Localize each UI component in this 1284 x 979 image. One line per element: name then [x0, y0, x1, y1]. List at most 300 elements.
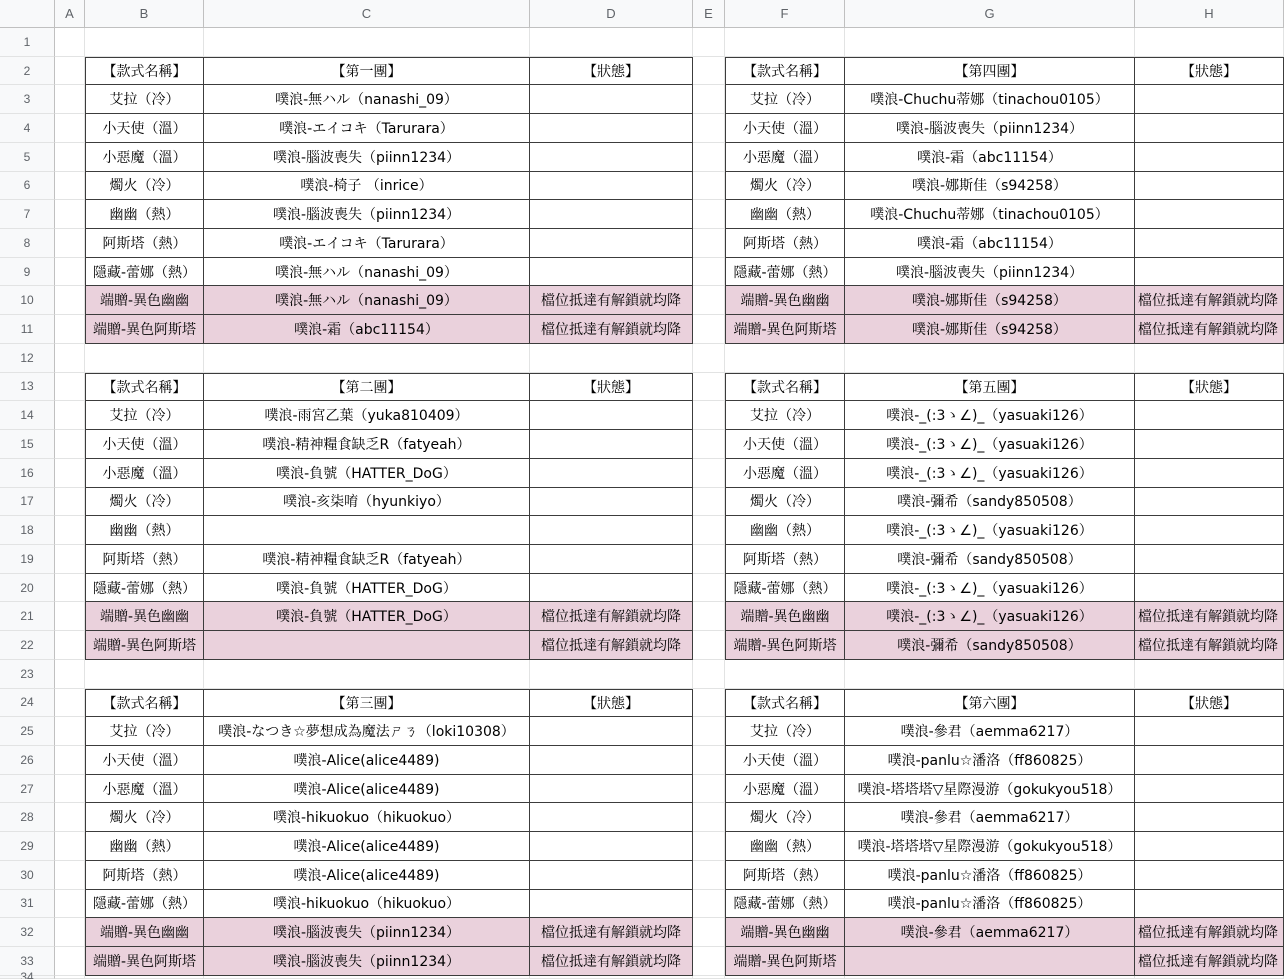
buyer-cell[interactable]: 噗浪-Alice(alice4489): [204, 775, 530, 804]
column-header-h[interactable]: H: [1135, 0, 1284, 28]
row-header-2[interactable]: 2: [0, 57, 55, 86]
style-name-cell[interactable]: 隱藏-蕾娜（熱）: [725, 890, 845, 919]
grid-cell[interactable]: [55, 775, 85, 804]
status-cell[interactable]: [1135, 516, 1284, 545]
grid-cell[interactable]: [693, 114, 725, 143]
grid-cell[interactable]: [55, 832, 85, 861]
grid-cell[interactable]: [725, 344, 845, 373]
status-cell[interactable]: 檔位抵達有解鎖就均降: [1135, 286, 1284, 315]
buyer-cell[interactable]: 噗浪-Chuchu蒂娜（tinachou0105）: [845, 200, 1135, 229]
grid-cell[interactable]: [55, 229, 85, 258]
grid-cell[interactable]: [55, 516, 85, 545]
buyer-cell[interactable]: 噗浪-_(:3ゝ∠)_（yasuaki126）: [845, 459, 1135, 488]
style-name-cell[interactable]: 端贈-異色幽幽: [85, 918, 204, 947]
buyer-cell[interactable]: 噗浪-負號（HATTER_DoG）: [204, 602, 530, 631]
grid-cell[interactable]: [55, 373, 85, 402]
grid-cell[interactable]: [55, 57, 85, 86]
style-name-cell[interactable]: 小天使（溫）: [725, 430, 845, 459]
buyer-cell[interactable]: 噗浪-負號（HATTER_DoG）: [204, 459, 530, 488]
grid-cell[interactable]: [693, 918, 725, 947]
grid-cell[interactable]: [55, 602, 85, 631]
buyer-cell[interactable]: 噗浪-精神糧食缺乏R（fatyeah）: [204, 430, 530, 459]
style-name-cell[interactable]: 幽幽（熱）: [85, 832, 204, 861]
grid-cell[interactable]: [85, 976, 204, 979]
status-cell[interactable]: [530, 85, 693, 114]
style-name-cell[interactable]: 隱藏-蕾娜（熱）: [725, 258, 845, 287]
style-name-cell[interactable]: 端贈-異色幽幽: [725, 602, 845, 631]
status-cell[interactable]: [530, 172, 693, 201]
buyer-cell[interactable]: 噗浪-_(:3ゝ∠)_（yasuaki126）: [845, 516, 1135, 545]
buyer-cell[interactable]: 噗浪-精神糧食缺乏R（fatyeah）: [204, 545, 530, 574]
grid-cell[interactable]: [1135, 976, 1284, 979]
status-cell[interactable]: [530, 775, 693, 804]
style-name-cell[interactable]: 幽幽（熱）: [85, 200, 204, 229]
grid-cell[interactable]: [1135, 28, 1284, 57]
table-header-cell[interactable]: 【款式名稱】: [85, 689, 204, 718]
buyer-cell[interactable]: 噗浪-塔塔塔▽星際漫游（gokukyou518）: [845, 832, 1135, 861]
buyer-cell[interactable]: 噗浪-Alice(alice4489): [204, 861, 530, 890]
style-name-cell[interactable]: 端贈-異色阿斯塔: [725, 631, 845, 660]
table-header-cell[interactable]: 【第二團】: [204, 373, 530, 402]
row-header-20[interactable]: 20: [0, 574, 55, 603]
grid-cell[interactable]: [55, 85, 85, 114]
grid-cell[interactable]: [55, 401, 85, 430]
style-name-cell[interactable]: 小天使（溫）: [85, 430, 204, 459]
grid-cell[interactable]: [693, 803, 725, 832]
grid-cell[interactable]: [693, 430, 725, 459]
row-header-25[interactable]: 25: [0, 717, 55, 746]
row-header-22[interactable]: 22: [0, 631, 55, 660]
grid-cell[interactable]: [55, 574, 85, 603]
style-name-cell[interactable]: 小天使（溫）: [85, 746, 204, 775]
status-cell[interactable]: [530, 746, 693, 775]
row-header-5[interactable]: 5: [0, 143, 55, 172]
status-cell[interactable]: [1135, 717, 1284, 746]
buyer-cell[interactable]: 噗浪-panlu☆潘洛（ff860825）: [845, 746, 1135, 775]
grid-cell[interactable]: [693, 459, 725, 488]
row-header-10[interactable]: 10: [0, 286, 55, 315]
grid-cell[interactable]: [693, 315, 725, 344]
status-cell[interactable]: 檔位抵達有解鎖就均降: [530, 286, 693, 315]
grid-cell[interactable]: [693, 344, 725, 373]
style-name-cell[interactable]: 端贈-異色幽幽: [725, 918, 845, 947]
grid-cell[interactable]: [55, 344, 85, 373]
select-all-corner[interactable]: [0, 0, 55, 28]
status-cell[interactable]: 檔位抵達有解鎖就均降: [530, 947, 693, 976]
grid-cell[interactable]: [693, 746, 725, 775]
status-cell[interactable]: 檔位抵達有解鎖就均降: [530, 631, 693, 660]
status-cell[interactable]: [1135, 114, 1284, 143]
column-header-b[interactable]: B: [85, 0, 204, 28]
table-header-cell[interactable]: 【第一團】: [204, 57, 530, 86]
table-header-cell[interactable]: 【款式名稱】: [725, 57, 845, 86]
grid-cell[interactable]: [693, 172, 725, 201]
style-name-cell[interactable]: 阿斯塔（熱）: [85, 861, 204, 890]
buyer-cell[interactable]: 噗浪-參君（aemma6217）: [845, 717, 1135, 746]
table-header-cell[interactable]: 【狀態】: [1135, 689, 1284, 718]
buyer-cell[interactable]: 噗浪-參君（aemma6217）: [845, 803, 1135, 832]
row-header-34[interactable]: [0, 976, 55, 979]
row-header-27[interactable]: 27: [0, 775, 55, 804]
status-cell[interactable]: [530, 114, 693, 143]
style-name-cell[interactable]: 小惡魔（溫）: [725, 143, 845, 172]
row-header-18[interactable]: 18: [0, 516, 55, 545]
grid-cell[interactable]: [55, 28, 85, 57]
row-header-4[interactable]: 4: [0, 114, 55, 143]
style-name-cell[interactable]: 隱藏-蕾娜（熱）: [85, 258, 204, 287]
grid-cell[interactable]: [693, 57, 725, 86]
style-name-cell[interactable]: 燭火（冷）: [85, 172, 204, 201]
status-cell[interactable]: [530, 143, 693, 172]
grid-cell[interactable]: [693, 775, 725, 804]
buyer-cell[interactable]: 噗浪-椅子 （inrice）: [204, 172, 530, 201]
grid-cell[interactable]: [693, 258, 725, 287]
status-cell[interactable]: [530, 200, 693, 229]
grid-cell[interactable]: [85, 28, 204, 57]
style-name-cell[interactable]: 燭火（冷）: [725, 172, 845, 201]
grid-cell[interactable]: [845, 660, 1135, 689]
style-name-cell[interactable]: 燭火（冷）: [725, 488, 845, 517]
style-name-cell[interactable]: 端贈-異色幽幽: [85, 286, 204, 315]
table-header-cell[interactable]: 【第五團】: [845, 373, 1135, 402]
row-header-26[interactable]: 26: [0, 746, 55, 775]
buyer-cell[interactable]: 噗浪-塔塔塔▽星際漫游（gokukyou518）: [845, 775, 1135, 804]
grid-cell[interactable]: [55, 315, 85, 344]
table-header-cell[interactable]: 【第三團】: [204, 689, 530, 718]
row-header-24[interactable]: 24: [0, 689, 55, 718]
style-name-cell[interactable]: 幽幽（熱）: [85, 516, 204, 545]
row-header-11[interactable]: 11: [0, 315, 55, 344]
style-name-cell[interactable]: 小惡魔（溫）: [85, 459, 204, 488]
status-cell[interactable]: [1135, 890, 1284, 919]
grid-cell[interactable]: [55, 286, 85, 315]
style-name-cell[interactable]: 阿斯塔（熱）: [85, 545, 204, 574]
buyer-cell[interactable]: 噗浪-腦波喪失（piinn1234）: [845, 114, 1135, 143]
status-cell[interactable]: [1135, 85, 1284, 114]
buyer-cell[interactable]: 噗浪-_(:3ゝ∠)_（yasuaki126）: [845, 401, 1135, 430]
grid-cell[interactable]: [693, 401, 725, 430]
grid-cell[interactable]: [55, 200, 85, 229]
row-header-8[interactable]: 8: [0, 229, 55, 258]
grid-cell[interactable]: [85, 660, 204, 689]
status-cell[interactable]: 檔位抵達有解鎖就均降: [1135, 631, 1284, 660]
style-name-cell[interactable]: 艾拉（冷）: [85, 717, 204, 746]
style-name-cell[interactable]: 艾拉（冷）: [725, 401, 845, 430]
style-name-cell[interactable]: 端贈-異色阿斯塔: [85, 631, 204, 660]
grid-cell[interactable]: [693, 200, 725, 229]
buyer-cell[interactable]: 噗浪-panlu☆潘洛（ff860825）: [845, 890, 1135, 919]
grid-cell[interactable]: [530, 28, 693, 57]
buyer-cell[interactable]: 噗浪-無ハル（nanashi_09）: [204, 258, 530, 287]
status-cell[interactable]: 檔位抵達有解鎖就均降: [530, 315, 693, 344]
buyer-cell[interactable]: 噗浪-Alice(alice4489): [204, 746, 530, 775]
style-name-cell[interactable]: 小天使（溫）: [725, 746, 845, 775]
style-name-cell[interactable]: 小惡魔（溫）: [725, 459, 845, 488]
row-header-32[interactable]: 32: [0, 918, 55, 947]
status-cell[interactable]: [1135, 803, 1284, 832]
status-cell[interactable]: [1135, 401, 1284, 430]
status-cell[interactable]: [530, 574, 693, 603]
style-name-cell[interactable]: 幽幽（熱）: [725, 200, 845, 229]
grid-cell[interactable]: [55, 114, 85, 143]
status-cell[interactable]: [1135, 143, 1284, 172]
buyer-cell[interactable]: 噗浪-エイコキ（Tarurara）: [204, 114, 530, 143]
grid-cell[interactable]: [85, 344, 204, 373]
buyer-cell[interactable]: 噗浪-腦波喪失（piinn1234）: [204, 143, 530, 172]
grid-cell[interactable]: [204, 660, 530, 689]
status-cell[interactable]: [530, 229, 693, 258]
grid-cell[interactable]: [204, 344, 530, 373]
style-name-cell[interactable]: 小惡魔（溫）: [85, 143, 204, 172]
buyer-cell[interactable]: 噗浪-Alice(alice4489): [204, 832, 530, 861]
grid-cell[interactable]: [55, 746, 85, 775]
buyer-cell[interactable]: 噗浪-彌希（sandy850508）: [845, 631, 1135, 660]
status-cell[interactable]: [530, 717, 693, 746]
grid-cell[interactable]: [725, 976, 845, 979]
row-header-17[interactable]: 17: [0, 488, 55, 517]
buyer-cell[interactable]: 噗浪-霜（abc11154）: [204, 315, 530, 344]
buyer-cell[interactable]: 噗浪-hikuokuo（hikuokuo）: [204, 803, 530, 832]
buyer-cell[interactable]: 噗浪-彌希（sandy850508）: [845, 488, 1135, 517]
buyer-cell[interactable]: 噗浪-_(:3ゝ∠)_（yasuaki126）: [845, 602, 1135, 631]
style-name-cell[interactable]: 端贈-異色阿斯塔: [85, 315, 204, 344]
status-cell[interactable]: 檔位抵達有解鎖就均降: [1135, 947, 1284, 976]
style-name-cell[interactable]: 艾拉（冷）: [85, 401, 204, 430]
status-cell[interactable]: [1135, 574, 1284, 603]
style-name-cell[interactable]: 端贈-異色幽幽: [725, 286, 845, 315]
row-header-7[interactable]: 7: [0, 200, 55, 229]
grid-cell[interactable]: [55, 488, 85, 517]
row-header-30[interactable]: 30: [0, 861, 55, 890]
status-cell[interactable]: 檔位抵達有解鎖就均降: [530, 918, 693, 947]
grid-cell[interactable]: [725, 28, 845, 57]
grid-cell[interactable]: [693, 574, 725, 603]
style-name-cell[interactable]: 端贈-異色阿斯塔: [725, 315, 845, 344]
buyer-cell[interactable]: 噗浪-霜（abc11154）: [845, 143, 1135, 172]
row-header-6[interactable]: 6: [0, 172, 55, 201]
status-cell[interactable]: 檔位抵達有解鎖就均降: [1135, 602, 1284, 631]
status-cell[interactable]: [1135, 172, 1284, 201]
style-name-cell[interactable]: 隱藏-蕾娜（熱）: [85, 890, 204, 919]
table-header-cell[interactable]: 【款式名稱】: [725, 373, 845, 402]
row-header-16[interactable]: 16: [0, 459, 55, 488]
column-header-f[interactable]: F: [725, 0, 845, 28]
status-cell[interactable]: [530, 459, 693, 488]
grid-cell[interactable]: [693, 717, 725, 746]
table-header-cell[interactable]: 【狀態】: [530, 689, 693, 718]
grid-cell[interactable]: [55, 172, 85, 201]
style-name-cell[interactable]: 端贈-異色阿斯塔: [725, 947, 845, 976]
grid-cell[interactable]: [693, 890, 725, 919]
style-name-cell[interactable]: 幽幽（熱）: [725, 516, 845, 545]
table-header-cell[interactable]: 【狀態】: [1135, 373, 1284, 402]
buyer-cell[interactable]: 噗浪-雨宮乙葉（yuka810409）: [204, 401, 530, 430]
status-cell[interactable]: [1135, 746, 1284, 775]
style-name-cell[interactable]: 小惡魔（溫）: [725, 775, 845, 804]
grid-cell[interactable]: [725, 660, 845, 689]
grid-cell[interactable]: [530, 344, 693, 373]
buyer-cell[interactable]: 噗浪-hikuokuo（hikuokuo）: [204, 890, 530, 919]
grid-cell[interactable]: [693, 488, 725, 517]
style-name-cell[interactable]: 艾拉（冷）: [85, 85, 204, 114]
grid-cell[interactable]: [1135, 660, 1284, 689]
grid-cell[interactable]: [693, 660, 725, 689]
buyer-cell[interactable]: 噗浪-彌希（sandy850508）: [845, 545, 1135, 574]
style-name-cell[interactable]: 艾拉（冷）: [725, 85, 845, 114]
grid-cell[interactable]: [693, 516, 725, 545]
status-cell[interactable]: [530, 890, 693, 919]
row-header-19[interactable]: 19: [0, 545, 55, 574]
status-cell[interactable]: [1135, 775, 1284, 804]
buyer-cell[interactable]: 噗浪-無ハル（nanashi_09）: [204, 286, 530, 315]
grid-cell[interactable]: [693, 85, 725, 114]
buyer-cell[interactable]: [204, 631, 530, 660]
row-header-9[interactable]: 9: [0, 258, 55, 287]
table-header-cell[interactable]: 【款式名稱】: [725, 689, 845, 718]
style-name-cell[interactable]: 幽幽（熱）: [725, 832, 845, 861]
grid-cell[interactable]: [55, 918, 85, 947]
grid-cell[interactable]: [693, 631, 725, 660]
grid-cell[interactable]: [693, 28, 725, 57]
grid-cell[interactable]: [693, 689, 725, 718]
status-cell[interactable]: [1135, 258, 1284, 287]
status-cell[interactable]: [530, 803, 693, 832]
column-header-a[interactable]: A: [55, 0, 85, 28]
grid-cell[interactable]: [55, 976, 85, 979]
status-cell[interactable]: 檔位抵達有解鎖就均降: [1135, 918, 1284, 947]
style-name-cell[interactable]: 燭火（冷）: [725, 803, 845, 832]
row-header-23[interactable]: 23: [0, 660, 55, 689]
buyer-cell[interactable]: 噗浪-無ハル（nanashi_09）: [204, 85, 530, 114]
grid-cell[interactable]: [55, 430, 85, 459]
table-header-cell[interactable]: 【款式名稱】: [85, 373, 204, 402]
status-cell[interactable]: [1135, 832, 1284, 861]
status-cell[interactable]: 檔位抵達有解鎖就均降: [1135, 315, 1284, 344]
row-header-13[interactable]: 13: [0, 373, 55, 402]
grid-cell[interactable]: [55, 660, 85, 689]
status-cell[interactable]: [1135, 861, 1284, 890]
buyer-cell[interactable]: 噗浪-Chuchu蒂娜（tinachou0105）: [845, 85, 1135, 114]
style-name-cell[interactable]: 小天使（溫）: [725, 114, 845, 143]
column-header-g[interactable]: G: [845, 0, 1135, 28]
status-cell[interactable]: [530, 401, 693, 430]
buyer-cell[interactable]: 噗浪-エイコキ（Tarurara）: [204, 229, 530, 258]
style-name-cell[interactable]: 端贈-異色幽幽: [85, 602, 204, 631]
style-name-cell[interactable]: 艾拉（冷）: [725, 717, 845, 746]
status-cell[interactable]: [530, 861, 693, 890]
buyer-cell[interactable]: 噗浪-娜斯佳（s94258）: [845, 172, 1135, 201]
buyer-cell[interactable]: 噗浪-_(:3ゝ∠)_（yasuaki126）: [845, 574, 1135, 603]
status-cell[interactable]: [1135, 430, 1284, 459]
grid-cell[interactable]: [55, 861, 85, 890]
row-header-14[interactable]: 14: [0, 401, 55, 430]
buyer-cell[interactable]: 噗浪-霜（abc11154）: [845, 229, 1135, 258]
table-header-cell[interactable]: 【第四團】: [845, 57, 1135, 86]
grid-cell[interactable]: [693, 373, 725, 402]
buyer-cell[interactable]: 噗浪-腦波喪失（piinn1234）: [204, 947, 530, 976]
grid-cell[interactable]: [204, 976, 530, 979]
grid-cell[interactable]: [204, 28, 530, 57]
grid-cell[interactable]: [693, 976, 725, 979]
buyer-cell[interactable]: 噗浪-腦波喪失（piinn1234）: [204, 200, 530, 229]
row-header-31[interactable]: 31: [0, 890, 55, 919]
grid-cell[interactable]: [55, 890, 85, 919]
column-header-d[interactable]: D: [530, 0, 693, 28]
buyer-cell[interactable]: 噗浪-腦波喪失（piinn1234）: [845, 258, 1135, 287]
row-header-29[interactable]: 29: [0, 832, 55, 861]
buyer-cell[interactable]: 噗浪-亥柒唷（hyunkiyo）: [204, 488, 530, 517]
grid-cell[interactable]: [693, 143, 725, 172]
status-cell[interactable]: [530, 516, 693, 545]
row-header-15[interactable]: 15: [0, 430, 55, 459]
status-cell[interactable]: [1135, 488, 1284, 517]
buyer-cell[interactable]: 噗浪-娜斯佳（s94258）: [845, 286, 1135, 315]
grid-cell[interactable]: [530, 976, 693, 979]
grid-cell[interactable]: [55, 689, 85, 718]
grid-cell[interactable]: [1135, 344, 1284, 373]
buyer-cell[interactable]: [204, 516, 530, 545]
row-header-1[interactable]: 1: [0, 28, 55, 57]
buyer-cell[interactable]: 噗浪-_(:3ゝ∠)_（yasuaki126）: [845, 430, 1135, 459]
grid-cell[interactable]: [55, 459, 85, 488]
row-header-12[interactable]: 12: [0, 344, 55, 373]
grid-cell[interactable]: [693, 229, 725, 258]
grid-cell[interactable]: [693, 286, 725, 315]
status-cell[interactable]: [530, 258, 693, 287]
table-header-cell[interactable]: 【第六團】: [845, 689, 1135, 718]
status-cell[interactable]: 檔位抵達有解鎖就均降: [530, 602, 693, 631]
style-name-cell[interactable]: 燭火（冷）: [85, 488, 204, 517]
style-name-cell[interactable]: 阿斯塔（熱）: [85, 229, 204, 258]
grid-cell[interactable]: [55, 545, 85, 574]
grid-cell[interactable]: [693, 947, 725, 976]
grid-cell[interactable]: [55, 947, 85, 976]
style-name-cell[interactable]: 小天使（溫）: [85, 114, 204, 143]
status-cell[interactable]: [530, 430, 693, 459]
grid-cell[interactable]: [55, 258, 85, 287]
grid-cell[interactable]: [55, 631, 85, 660]
status-cell[interactable]: [530, 832, 693, 861]
row-header-3[interactable]: 3: [0, 85, 55, 114]
column-header-c[interactable]: C: [204, 0, 530, 28]
grid-cell[interactable]: [693, 832, 725, 861]
grid-cell[interactable]: [693, 602, 725, 631]
table-header-cell[interactable]: 【狀態】: [530, 57, 693, 86]
buyer-cell[interactable]: [845, 947, 1135, 976]
style-name-cell[interactable]: 隱藏-蕾娜（熱）: [725, 574, 845, 603]
grid-cell[interactable]: [845, 28, 1135, 57]
row-header-21[interactable]: 21: [0, 602, 55, 631]
style-name-cell[interactable]: 隱藏-蕾娜（熱）: [85, 574, 204, 603]
buyer-cell[interactable]: 噗浪-負號（HATTER_DoG）: [204, 574, 530, 603]
style-name-cell[interactable]: 小惡魔（溫）: [85, 775, 204, 804]
buyer-cell[interactable]: 噗浪-なつき☆夢想成為魔法ㄕㄋ（loki10308）: [204, 717, 530, 746]
buyer-cell[interactable]: 噗浪-娜斯佳（s94258）: [845, 315, 1135, 344]
column-header-e[interactable]: E: [693, 0, 725, 28]
table-header-cell[interactable]: 【款式名稱】: [85, 57, 204, 86]
style-name-cell[interactable]: 燭火（冷）: [85, 803, 204, 832]
style-name-cell[interactable]: 端贈-異色阿斯塔: [85, 947, 204, 976]
grid-cell[interactable]: [845, 344, 1135, 373]
grid-cell[interactable]: [845, 976, 1135, 979]
style-name-cell[interactable]: 阿斯塔（熱）: [725, 229, 845, 258]
grid-cell[interactable]: [693, 545, 725, 574]
row-header-33[interactable]: 33: [0, 947, 55, 976]
grid-cell[interactable]: [55, 803, 85, 832]
status-cell[interactable]: [1135, 545, 1284, 574]
table-header-cell[interactable]: 【狀態】: [1135, 57, 1284, 86]
status-cell[interactable]: [530, 488, 693, 517]
